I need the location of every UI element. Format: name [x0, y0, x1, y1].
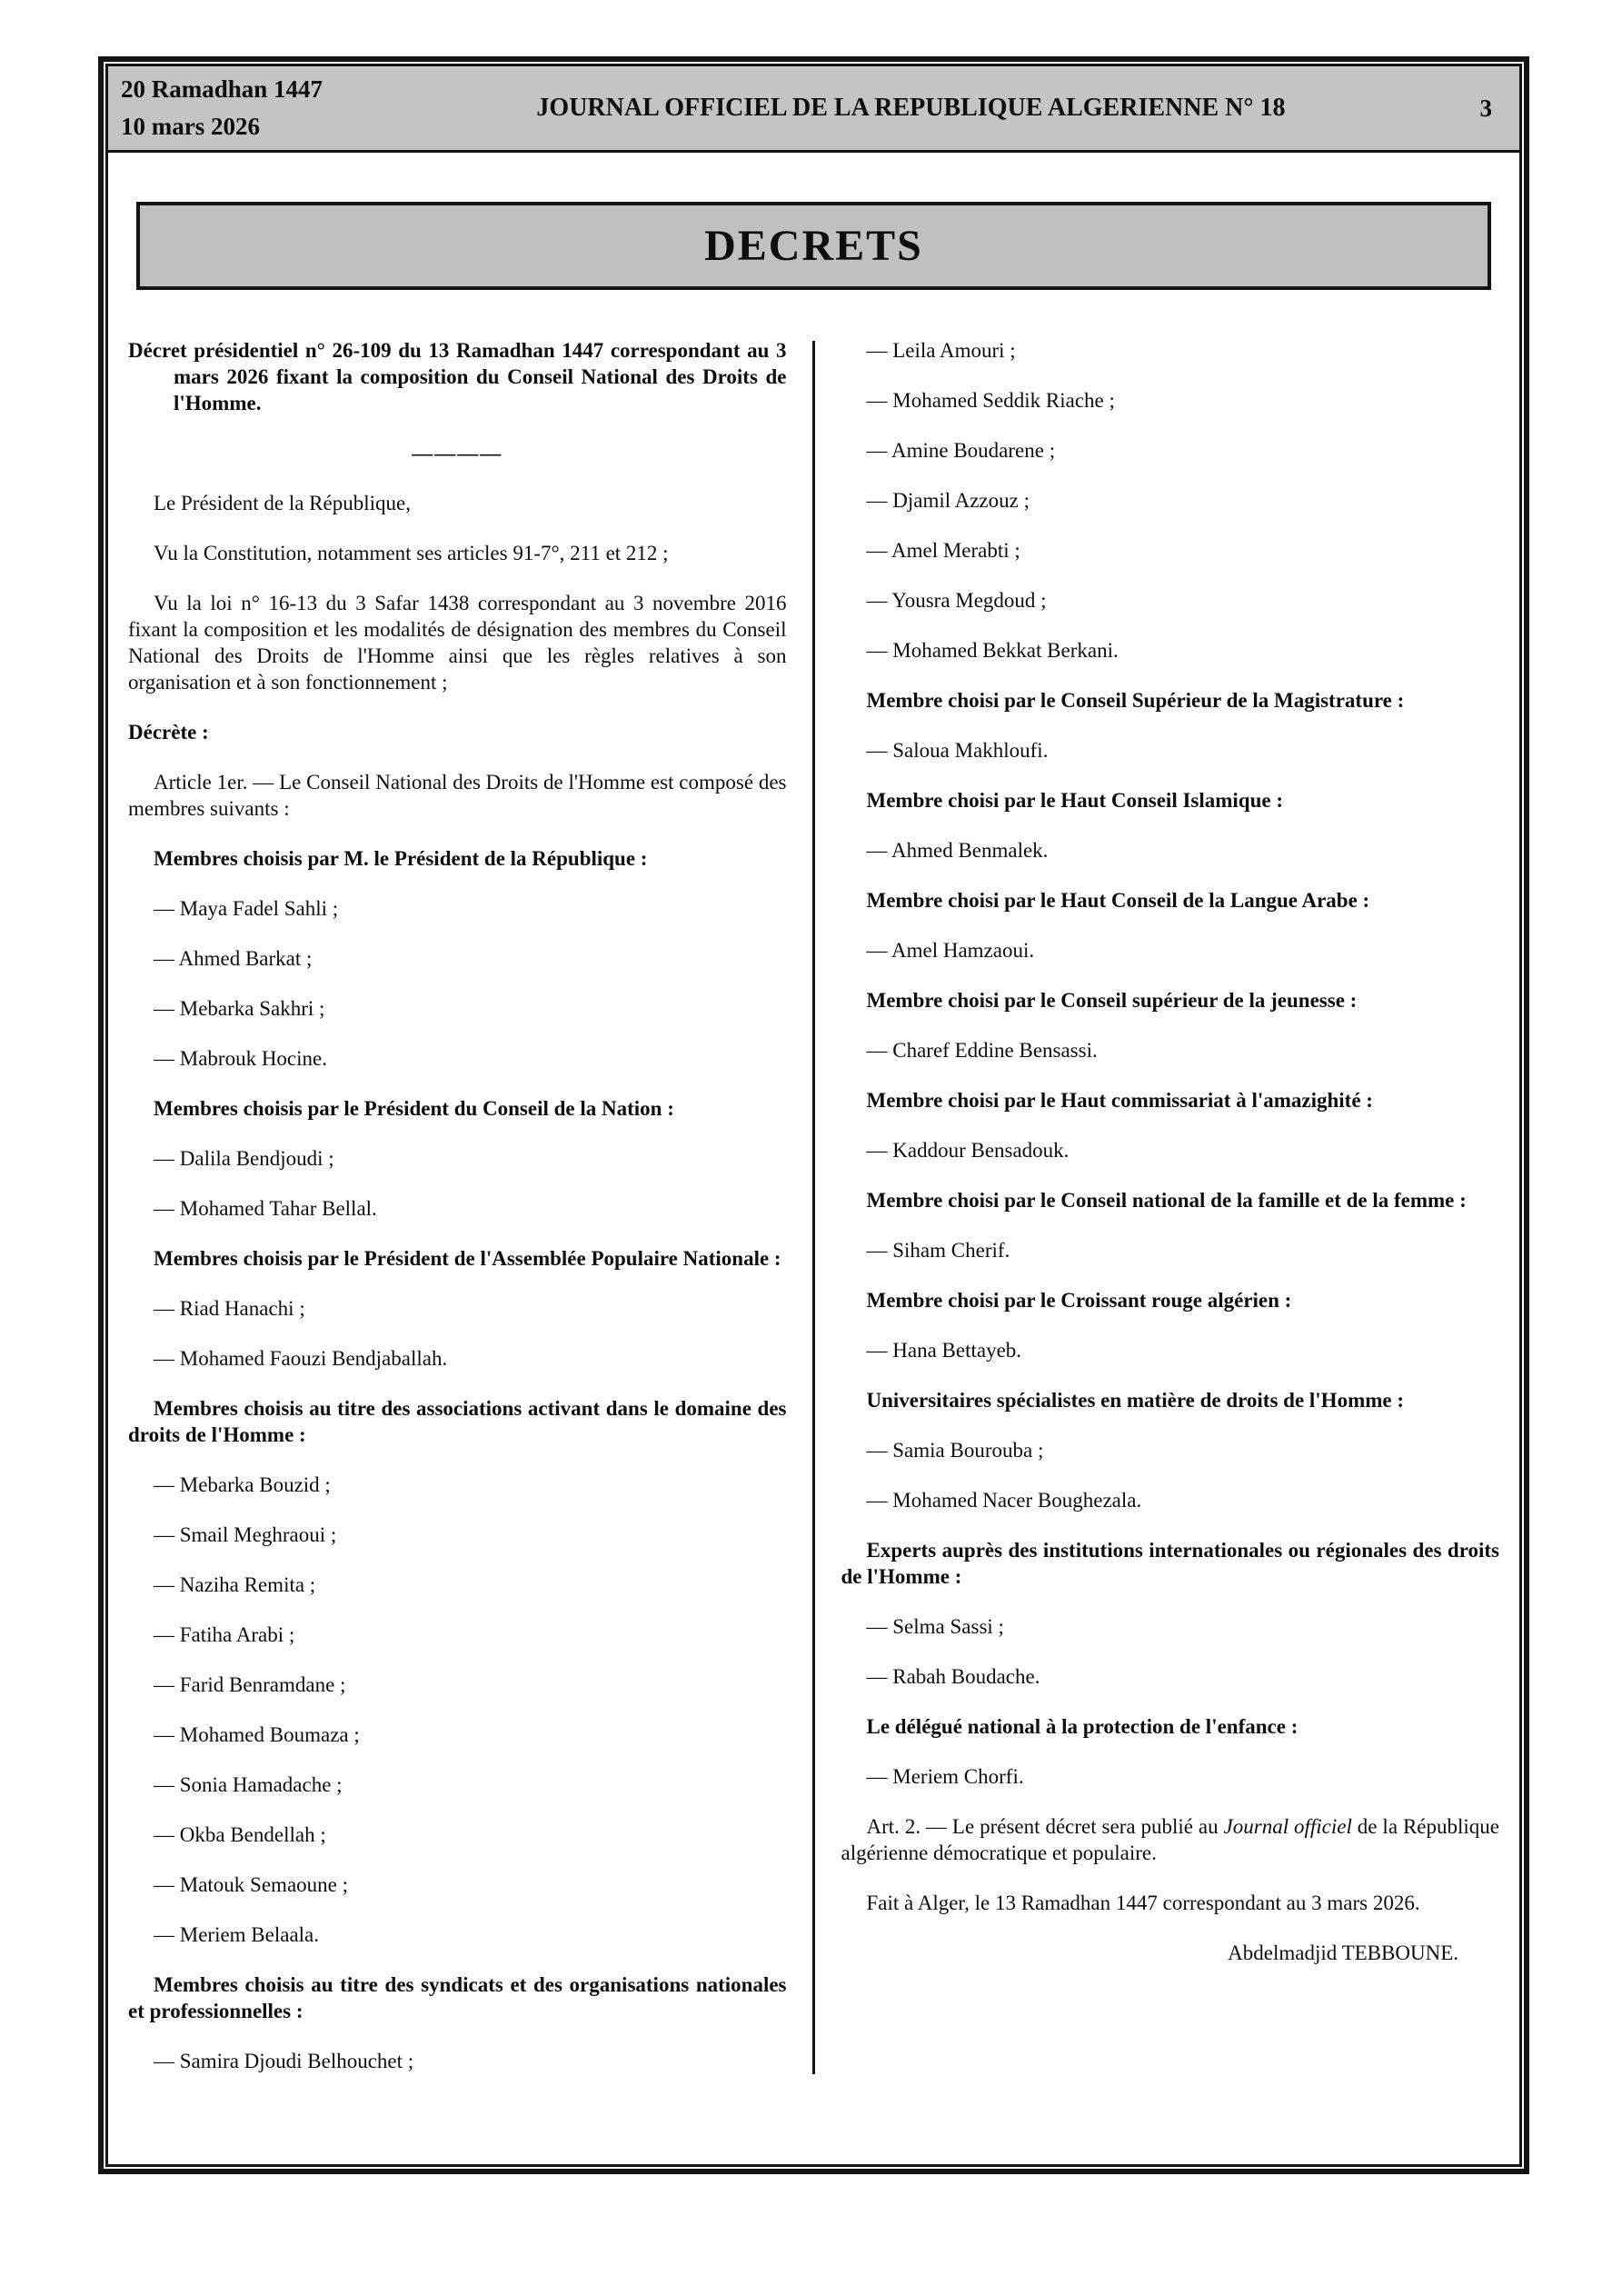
member-list-item: — Mebarka Sakhri ;: [154, 997, 325, 1020]
page-frame: [98, 56, 1529, 2174]
member-list-item: — Selma Sassi ;: [866, 1615, 1004, 1638]
left-member-sections: [128, 845, 787, 2074]
article-1: Article 1er. — Le Conseil National des Droits de l'Homme est composé des membres suivants :: [128, 771, 787, 820]
member-section-heading: Membre choisi par le Croissant rouge algérien :: [866, 1289, 1292, 1312]
member-list-item: — Meriem Chorfi.: [866, 1765, 1024, 1788]
member-section-heading: Membre choisi par le Conseil supérieur de la jeunesse :: [866, 989, 1358, 1012]
member-list-item: — Ahmed Barkat ;: [154, 947, 313, 970]
article-2: [841, 1813, 1500, 1866]
journal-title: JOURNAL OFFICIEL DE LA REPUBLIQUE ALGERIENNE N° 18: [536, 94, 1286, 122]
member-list-item: — Fatiha Arabi ;: [154, 1623, 295, 1646]
date-hijri: 20 Ramadhan 1447: [121, 75, 323, 103]
member-list-item: — Mohamed Faouzi Bendjaballah.: [154, 1347, 448, 1370]
member-section-heading: Membre choisi par le Haut Conseil de la Langue Arabe :: [866, 889, 1370, 912]
member-list-item: — Sonia Hamadache ;: [154, 1773, 343, 1796]
member-list-item: — Charef Eddine Bensassi.: [866, 1039, 1098, 1062]
member-list-item: — Amel Merabti ;: [866, 539, 1020, 562]
member-list-item: — Samia Bourouba ;: [866, 1439, 1044, 1462]
decree-intro-line: Le Président de la République,: [154, 492, 411, 514]
member-list-item: — Hana Bettayeb.: [866, 1339, 1022, 1362]
right-member-sections: [841, 337, 1500, 1790]
article-2-suffix: de la République algérienne démocratique et populaire.: [841, 1815, 1499, 1864]
fait-a-alger-line: Fait à Alger, le 13 Ramadhan 1447 correspondant au 3 mars 2026.: [866, 1892, 1420, 1914]
article-2-journal-officiel: Journal officiel: [1223, 1815, 1352, 1838]
section-banner-title: DECRETS: [704, 222, 923, 270]
decree-title: Décret présidentiel n° 26-109 du 13 Ramadhan 1447 correspondant au 3 mars 2026 fixant la composition du Conseil National des Droits de l'Homme.: [128, 339, 787, 414]
member-section-heading: Le délégué national à la protection de l'enfance :: [866, 1715, 1299, 1738]
member-list-item: — Maya Fadel Sahli ;: [154, 897, 339, 920]
member-list-item: — Matouk Semaoune ;: [154, 1873, 348, 1896]
decree-separator: ————: [412, 442, 503, 464]
member-list-item: — Mohamed Boumaza ;: [154, 1723, 360, 1746]
decree-visa-constitution: Vu la Constitution, notamment ses articles 91-7°, 211 et 212 ;: [154, 542, 669, 564]
article-2-prefix: Art. 2. — Le présent décret sera publié au: [866, 1815, 1224, 1838]
member-list-item: — Mohamed Nacer Boughezala.: [866, 1489, 1142, 1512]
member-section-heading: Membres choisis par le Président du Conseil de la Nation :: [154, 1097, 674, 1120]
member-list-item: — Rabah Boudache.: [866, 1665, 1040, 1688]
member-list-item: — Siham Cherif.: [866, 1239, 1010, 1262]
member-list-item: — Mohamed Bekkat Berkani.: [866, 639, 1119, 662]
decree-visa-loi: Vu la loi n° 16-13 du 3 Safar 1438 correspondant au 3 novembre 2016 fixant la composition et les modalités de désignation des membres du Conseil National des Droits de l'Homme ainsi que les règles relatives à son organisation et à son fonctionnement ;: [128, 592, 787, 694]
member-section-heading: Membre choisi par le Haut commissariat à l'amazighité :: [866, 1089, 1373, 1112]
member-list-item: — Farid Benramdane ;: [154, 1673, 346, 1696]
member-list-item: — Smail Meghraoui ;: [154, 1523, 337, 1546]
header-dates: [121, 71, 384, 145]
member-list-item: — Djamil Azzouz ;: [866, 489, 1030, 512]
member-list-item: — Ahmed Benmalek.: [866, 839, 1049, 862]
member-list-item: — Mohamed Seddik Riache ;: [866, 389, 1115, 412]
date-gregorian: 10 mars 2026: [121, 113, 260, 140]
member-list-item: — Riad Hanachi ;: [154, 1297, 305, 1320]
member-list-item: — Okba Bendellah ;: [154, 1823, 326, 1846]
page-content: [108, 202, 1519, 2098]
section-banner: [136, 202, 1491, 290]
member-section-heading: Membres choisis au titre des associations activant dans le domaine des droits de l'Homme :: [128, 1397, 787, 1446]
member-list-item: — Yousra Megdoud ;: [866, 589, 1047, 612]
member-list-item: — Mohamed Tahar Bellal.: [154, 1197, 377, 1220]
member-list-item: — Leila Amouri ;: [866, 339, 1016, 362]
member-section-heading: Membre choisi par le Conseil Supérieur de la Magistrature :: [866, 689, 1405, 712]
two-column-layout: [128, 337, 1499, 2098]
member-list-item: — Meriem Belaala.: [154, 1923, 320, 1946]
member-list-item: — Saloua Makhloufi.: [866, 739, 1049, 762]
member-section-heading: Experts auprès des institutions internationales ou régionales des droits de l'Homme :: [841, 1539, 1499, 1588]
member-list-item: — Dalila Bendjoudi ;: [154, 1147, 334, 1170]
column-divider-rule: [812, 341, 815, 2074]
member-section-heading: Membre choisi par le Conseil national de la famille et de la femme :: [866, 1189, 1467, 1212]
right-column: [814, 337, 1500, 2098]
member-section-heading: Membres choisis par le Président de l'Assemblée Populaire Nationale :: [154, 1247, 781, 1270]
member-list-item: — Mebarka Bouzid ;: [154, 1473, 331, 1496]
page-inner-frame: [105, 64, 1522, 2167]
member-list-item: — Mabrouk Hocine.: [154, 1047, 327, 1070]
journal-header: [108, 66, 1519, 153]
page-number: 3: [1479, 94, 1492, 122]
member-list-item: — Amine Boudarene ;: [866, 439, 1056, 462]
member-section-heading: Membres choisis au titre des syndicats et des organisations nationales et professionnelles :: [128, 1973, 787, 2022]
member-list-item: — Amel Hamzaoui.: [866, 939, 1035, 962]
member-section-heading: Universitaires spécialistes en matière de droits de l'Homme :: [866, 1389, 1405, 1412]
decrete-label: Décrète :: [128, 721, 209, 744]
member-section-heading: Membre choisi par le Haut Conseil Islamique :: [866, 789, 1284, 812]
member-section-heading: Membres choisis par M. le Président de la République :: [154, 847, 648, 870]
member-list-item: — Kaddour Bensadouk.: [866, 1139, 1070, 1162]
left-column: [128, 337, 814, 2098]
member-list-item: — Naziha Remita ;: [154, 1573, 316, 1596]
member-list-item: — Samira Djoudi Belhouchet ;: [154, 2050, 414, 2072]
president-signature: Abdelmadjid TEBBOUNE.: [1228, 1942, 1458, 1964]
